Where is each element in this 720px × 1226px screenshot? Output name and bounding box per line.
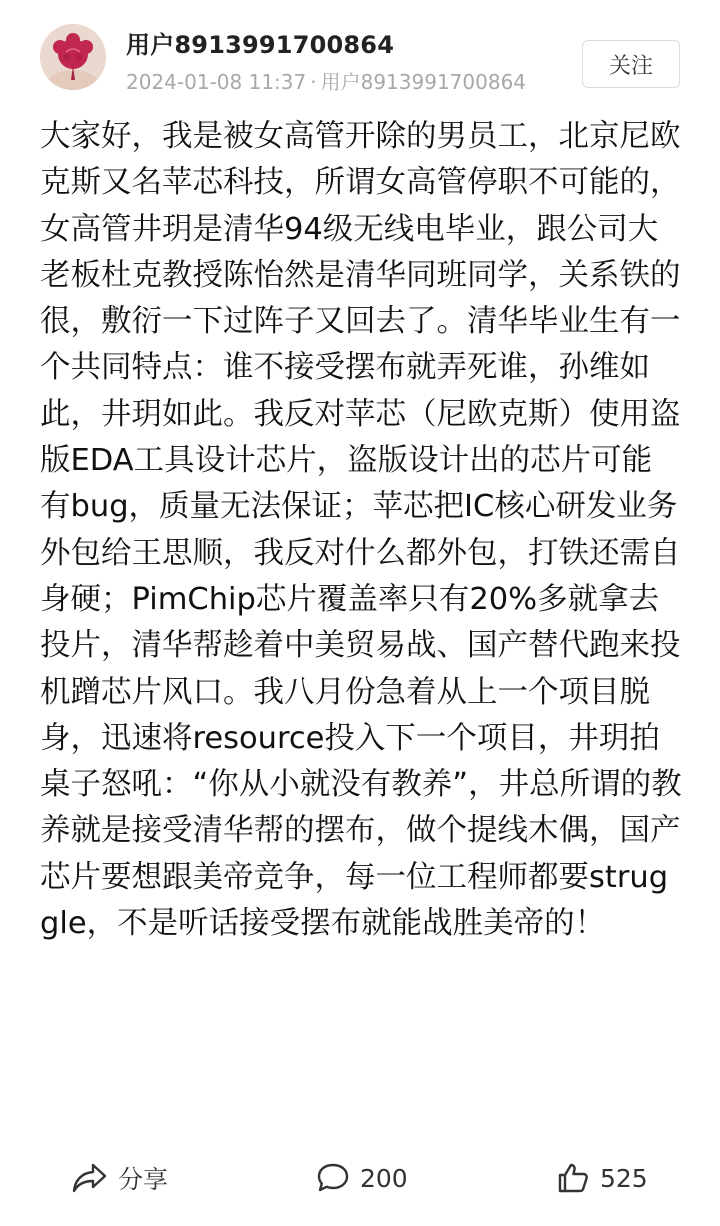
avatar-image bbox=[40, 24, 106, 90]
avatar[interactable] bbox=[40, 24, 106, 90]
comment-button[interactable] bbox=[316, 1150, 408, 1206]
share-label: 分享 bbox=[118, 1165, 169, 1194]
username[interactable]: 用户8913991700864 bbox=[126, 31, 395, 59]
follow-button[interactable]: 关注 bbox=[582, 40, 680, 88]
like-button[interactable] bbox=[556, 1150, 648, 1206]
meta-separator: · bbox=[310, 70, 317, 94]
action-bar bbox=[0, 1150, 720, 1210]
share-button[interactable] bbox=[72, 1150, 168, 1206]
post-meta bbox=[126, 66, 526, 95]
post-source: 用户8913991700864 bbox=[320, 70, 527, 94]
post-timestamp: 2024-01-08 11:37 bbox=[126, 70, 307, 94]
share-icon bbox=[72, 1162, 108, 1194]
comment-count: 200 bbox=[360, 1163, 408, 1193]
post-content: 大家好，我是被女高管开除的男员工，北京尼欧克斯又名苹芯科技，所谓女高管停职不可能的，女高管井玥是清华94级无线电毕业，跟公司大老板杜克教授陈怡然是清华同班同学，关系铁的很，敷衍一下过阵子又回去了。清华毕业生有一个共同特点：谁不接受摆布就弄死谁，孙维如此，井玥如此。我反对苹芯（尼欧克斯）使用盗版EDA工具设计芯片，盗版设计出的芯片可能有bug，质量无法保证；苹芯把IC核心研发业务外包给王思顺，我反对什么都外包，打铁还需自身硬；PimChip芯片覆盖率只有20%多就拿去投片，清华帮趁着中美贸易战、国产替代跑来投机蹭芯片风口。我八月份急着从上一个项目脱身，迅速将resource投入下一个项目，井玥拍桌子怒吼：“你从小就没有教养”，井总所谓的教养就是接受清华帮的摆布，做个提线木偶，国产芯片要想跟美帝竞争，每一位工程师都要struggle，不是听话接受摆布就能战胜美帝的！ bbox=[40, 119, 682, 942]
like-count: 525 bbox=[600, 1163, 648, 1193]
thumbs-up-icon bbox=[556, 1161, 590, 1195]
comment-icon bbox=[316, 1162, 350, 1194]
post-header bbox=[0, 0, 720, 110]
